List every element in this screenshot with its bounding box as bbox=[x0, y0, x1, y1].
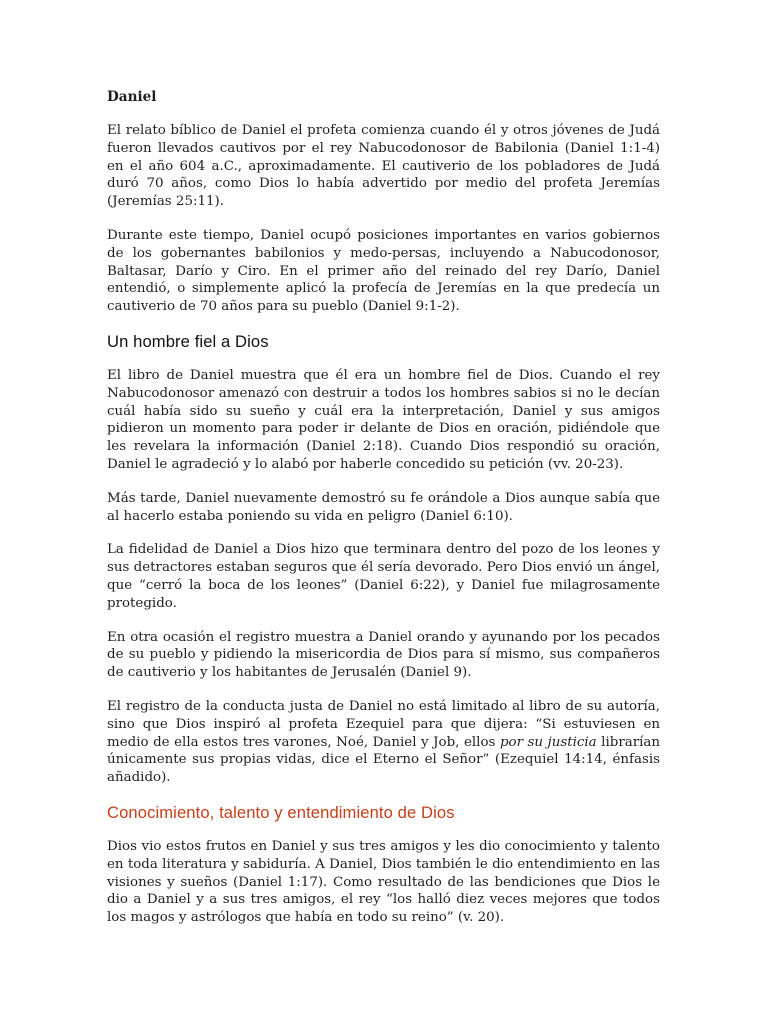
emphasis-text: por su justicia bbox=[499, 734, 597, 750]
paragraph: El libro de Daniel muestra que él era un hombre fiel de Dios. Cuando el rey Nabucodonosor amenazó con destruir a todos los hombres sabios si no le decían cuál había sido su sueño y cuál era la interpretación, Daniel y sus amigos pidieron un momento para poder ir delante de Dios en oración, pidiéndole que les revelara la información (Daniel 2:18). Cuando Dios respondió su oración, Daniel le agradeció y lo alabó por haberle concedido su petición (vv. 20-23). bbox=[107, 367, 660, 472]
section-heading: Un hombre fiel a Dios bbox=[107, 331, 269, 351]
paragraph: La fidelidad de Daniel a Dios hizo que terminara dentro del pozo de los leones y sus detractores estaban seguros que él sería devorado. Pero Dios envió un ángel, que “cerró la boca de los leones” (Daniel 6:22), y Daniel fue milagrosamente protegido. bbox=[107, 542, 660, 611]
paragraph: En otra ocasión el registro muestra a Daniel orando y ayunando por los pecados de su pueblo y pidiendo la misericordia de Dios para sí mismo, sus compañeros de cautiverio y los habitantes de Jerusalén (Daniel 9). bbox=[107, 629, 660, 681]
paragraph-text: librarían únicamente sus propias vidas, dice el Eterno el Señor” (Ezequiel 14:14, énfasis añadido). bbox=[107, 734, 660, 786]
paragraph: Durante este tiempo, Daniel ocupó posiciones importantes en varios gobiernos de los gobernantes babilonios y medo-persas, incluyendo a Nabucodonosor, Baltasar, Darío y Ciro. En el primer año del reinado del rey Darío, Daniel entendió, o simplemente aplicó la profecía de Jeremías en la que predecía un cautiverio de 70 años para su pueblo (Daniel 9:1-2). bbox=[107, 227, 660, 315]
paragraph: Dios vio estos frutos en Daniel y sus tres amigos y les dio conocimiento y talento en toda literatura y sabiduría. A Daniel, Dios también le dio entendimiento en las visiones y sueños (Daniel 1:17). Como resultado de las bendiciones que Dios le dio a Daniel y a sus tres amigos, el rey “los halló diez veces mejores que todos los magos y astrólogos que había en todo su reino” (v. 20). bbox=[107, 838, 660, 926]
paragraph: El relato bíblico de Daniel el profeta comienza cuando él y otros jóvenes de Judá fueron llevados cautivos por el rey Nabucodonosor de Babilonia (Daniel 1:1-4) en el año 604 a.C., aproximadamente. El cautiverio de los pobladores de Judá duró 70 años, como Dios lo había advertido por medio del profeta Jeremías (Jeremías 25:11). bbox=[107, 123, 660, 210]
paragraph-with-emphasis bbox=[107, 698, 660, 787]
document-page bbox=[107, 88, 660, 943]
paragraph: Más tarde, Daniel nuevamente demostró su fe orándole a Dios aunque sabía que al hacerlo estaba poniendo su vida en peligro (Daniel 6:10). bbox=[107, 490, 660, 524]
section-heading: Conocimiento, talento y entendimiento de Dios bbox=[107, 802, 455, 822]
document-title: Daniel bbox=[107, 89, 157, 105]
paragraph-text: El registro de la conducta justa de Daniel no está limitado al libro de su autoría, sino que Dios inspiró al profeta Ezequiel para que dijera: “Si estuviesen en medio de ella estos tres varones, Noé, Daniel y Job, ellos bbox=[107, 698, 660, 750]
